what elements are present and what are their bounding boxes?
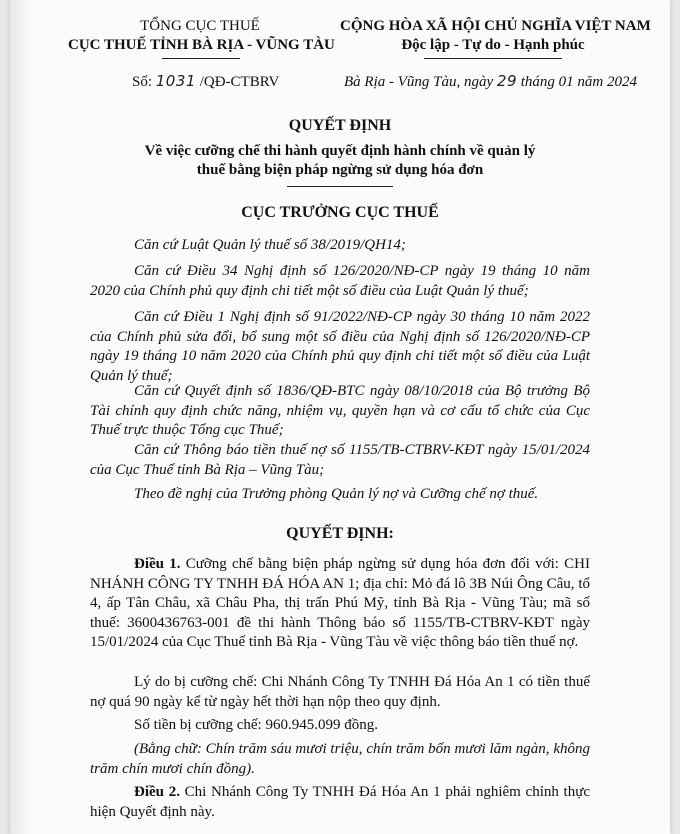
article-1-reason: Lý do bị cưỡng chế: Chi Nhánh Công Ty TNHH Đá Hóa An 1 có tiền thuế nợ quá 90 ngày kể từ ngày hết thời hạn nộp theo quy định. [90,674,590,710]
basis-1: Căn cứ Luật Quản lý thuế số 38/2019/QH14; [134,237,406,253]
authority-title: CỤC TRƯỞNG CỤC THUẾ [241,204,439,221]
doc-number-suffix: /QĐ-CTBRV [199,74,280,90]
republic-title: CỘNG HÒA XÃ HỘI CHỦ NGHĨA VIỆT NAM [340,18,651,34]
subject-line-2: thuế bằng biện pháp ngừng sử dụng hóa đơn [196,162,484,178]
article-2-label: Điều 2. [134,784,180,800]
agency-name: CỤC THUẾ TỈNH BÀ RỊA - VŨNG TÀU [68,37,335,53]
article-1-text: Cưỡng chế bằng biện pháp ngừng sử dụng hóa đơn đối với: CHI NHÁNH CÔNG TY TNHH ĐÁ HÓA AN 1; địa chỉ: Mỏ đá lô 3B Núi Ông Câu, tổ 4, ấp Tân Châu, xã Châu Pha, thị trấn Phú Mỹ, tỉnh Bà Rịa - Vũng Tàu; mã số thuế: 3600436763-001 đề thi hành Thông báo số 1155/TB-CTBRV-KĐT ngày 15/01/2024 của Cục Thuế tỉnh Bà Rịa - Vũng Tàu về việc thông báo tiền thuế nợ. [90,556,590,650]
motto: Độc lập - Tự do - Hạnh phúc [401,37,585,53]
agency-parent: TỔNG CỤC THUẾ [140,18,260,34]
date-day-handwritten: 29 [496,72,517,90]
document-title: QUYẾT ĐỊNH [288,117,392,134]
basis-6: Theo đề nghị của Trưởng phòng Quản lý nợ và Cưỡng chế nợ thuế. [134,486,539,502]
article-1-amount-words: (Bằng chữ: Chín trăm sáu mươi triệu, chín trăm bốn mươi lăm ngàn, không trăm chín mươi chín đồng). [90,741,590,777]
article-1-label: Điều 1. [134,556,181,572]
basis-4: Căn cứ Quyết định số 1836/QĐ-BTC ngày 08/10/2018 của Bộ trưởng Bộ Tài chính quy định chức năng, nhiệm vụ, quyền hạn và cơ cấu tổ chức của Cục Thuế trực thuộc Tổng cục Thuế; [90,383,590,438]
article-2 [90,783,590,822]
basis-5: Căn cứ Thông báo tiền thuế nợ số 1155/TB-CTBRV-KĐT ngày 15/01/2024 của Cục Thuế tỉnh Bà Rịa – Vũng Tàu; [90,442,590,478]
place-date-suffix: tháng 01 năm 2024 [520,74,637,90]
agency-underline [162,58,240,59]
doc-number-prefix: Số: [132,74,153,90]
article-1 [90,555,590,653]
doc-number-handwritten: 1031 [155,72,196,90]
place-date-prefix: Bà Rịa - Vũng Tàu, ngày [344,74,494,90]
subject-line-1: Về việc cưỡng chế thi hành quyết định hành chính về quản lý [144,143,536,159]
document-page [10,0,670,834]
doc-number [132,72,279,91]
basis-3: Căn cứ Điều 1 Nghị định số 91/2022/NĐ-CP ngày 30 tháng 10 năm 2022 của Chính phủ sửa đổi, bổ sung một số điều của Nghị định số 126/2020/NĐ-CP ngày 19 tháng 10 năm 2020 của Chính phủ quy định chi tiết một số điều của Luật Quản lý thuế; [90,309,590,384]
basis-2: Căn cứ Điều 34 Nghị định số 126/2020/NĐ-CP ngày 19 tháng 10 năm 2020 của Chính phủ quy định chi tiết một số điều của Luật Quản lý thuế; [90,263,590,299]
decision-heading: QUYẾT ĐỊNH: [286,525,394,542]
article-2-text: Chi Nhánh Công Ty TNHH Đá Hóa An 1 phải nghiêm chỉnh thực hiện Quyết định này. [90,784,591,820]
motto-underline [424,58,562,59]
article-1-amount: Số tiền bị cưỡng chế: 960.945.099 đồng. [134,717,378,733]
subject-underline [287,186,393,187]
place-date [344,72,637,91]
